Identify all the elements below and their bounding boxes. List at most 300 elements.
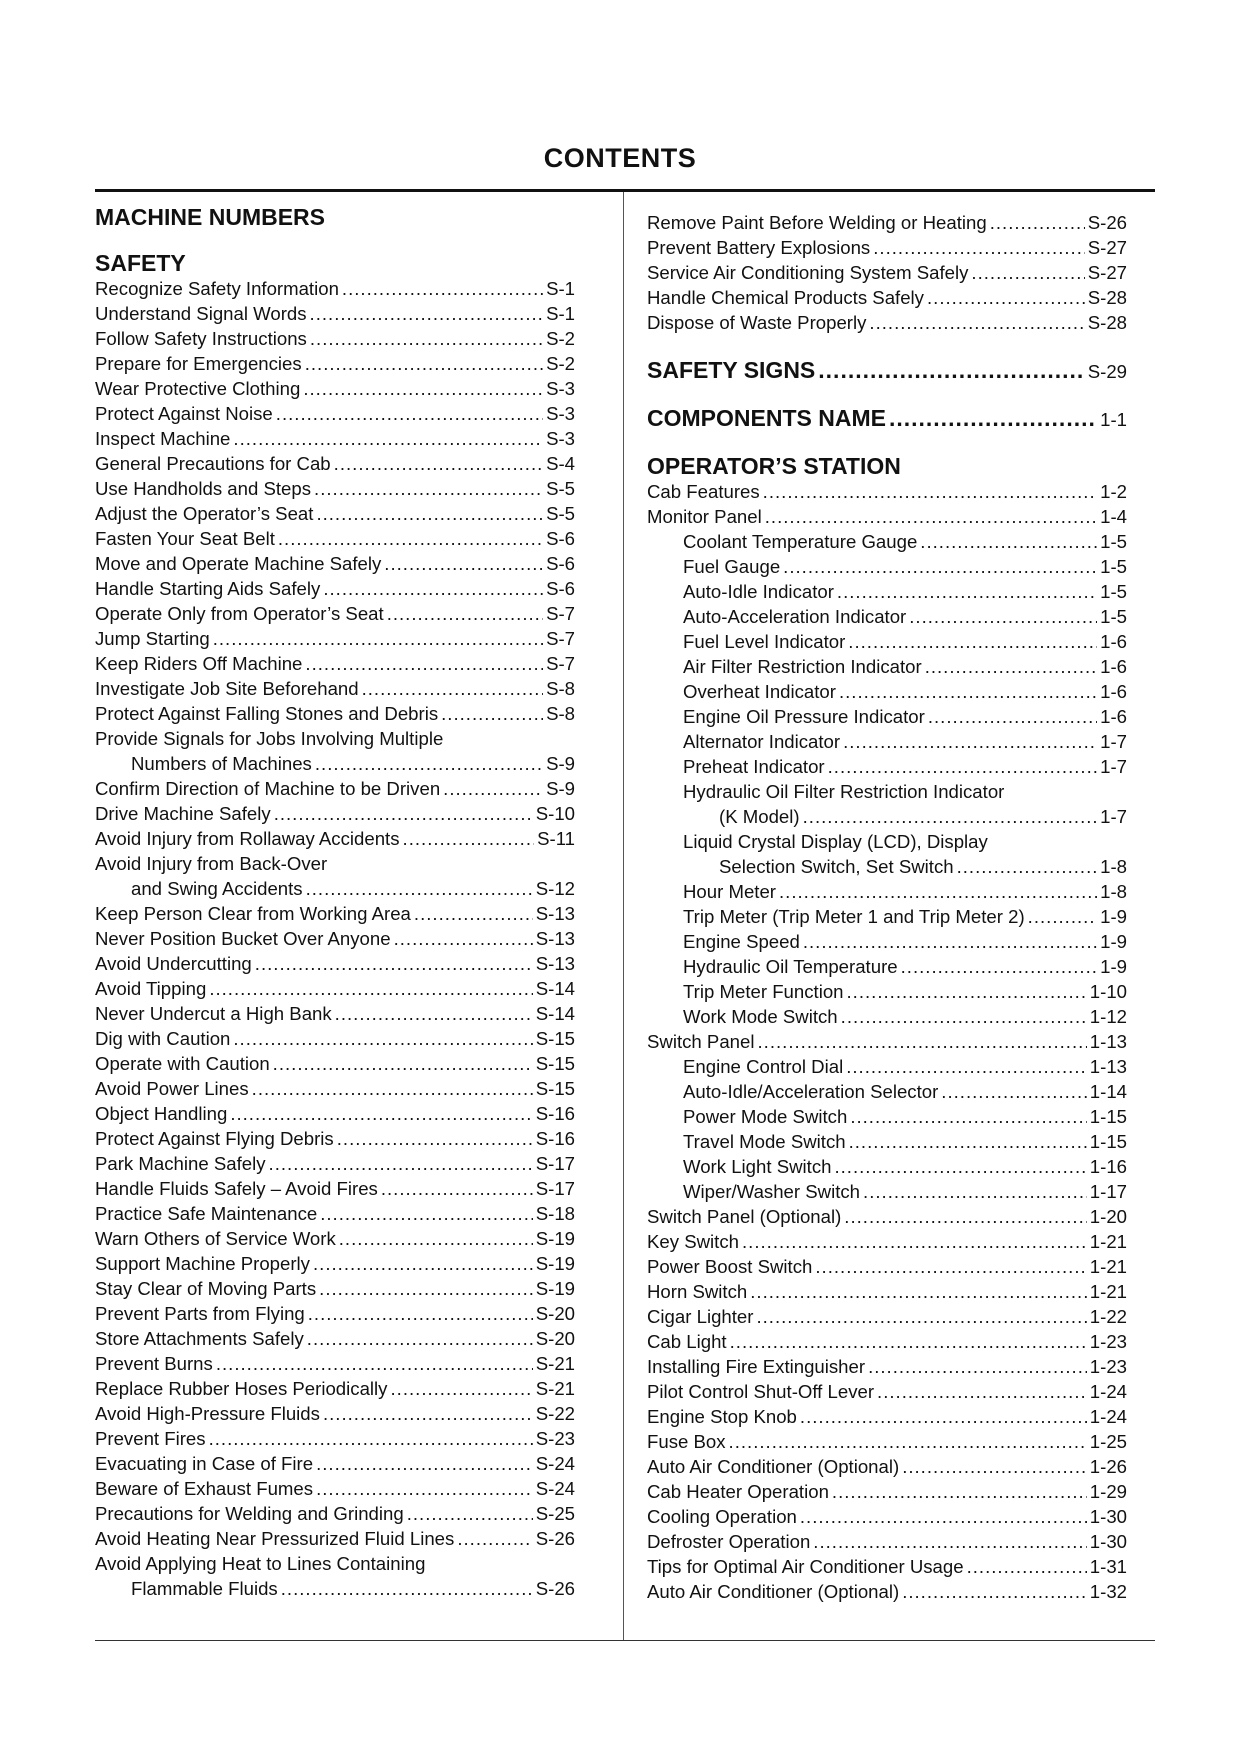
entry-title: Support Machine Properly <box>95 1253 310 1274</box>
entry-page: S-25 <box>535 1503 575 1524</box>
entry-title: Tips for Optimal Air Conditioner Usage <box>647 1556 964 1577</box>
entry-page: S-21 <box>535 1378 575 1399</box>
entry-page: S-15 <box>535 1028 575 1049</box>
entry-title: Object Handling <box>95 1103 228 1124</box>
operators-station-entry-list <box>647 479 1127 1604</box>
toc-entry[interactable] <box>95 601 575 626</box>
entry-page: S-17 <box>535 1153 575 1174</box>
entry-title: Store Attachments Safely <box>95 1328 304 1349</box>
toc-entry[interactable] <box>95 901 575 926</box>
leader-dots <box>832 1479 1087 1504</box>
entry-title: Auto Air Conditioner (Optional) <box>647 1456 900 1477</box>
entry-title: Power Mode Switch <box>683 1106 848 1127</box>
leader-dots <box>316 1476 533 1501</box>
leader-dots <box>834 1154 1086 1179</box>
toc-entry[interactable] <box>95 926 575 951</box>
toc-entry[interactable] <box>647 629 1127 654</box>
entry-page: S-3 <box>546 428 575 449</box>
leader-dots <box>230 1101 532 1126</box>
toc-entry[interactable] <box>647 1429 1127 1454</box>
entry-page: S-21 <box>535 1353 575 1374</box>
section-heading-safety: SAFETY <box>95 250 186 276</box>
entry-page: S-19 <box>535 1253 575 1274</box>
entry-title: Power Boost Switch <box>647 1256 813 1277</box>
toc-entry[interactable] <box>647 210 1127 235</box>
toc-entry[interactable] <box>647 479 1127 504</box>
entry-page: 1-4 <box>1100 506 1127 527</box>
leader-dots <box>335 1001 533 1026</box>
entry-page: S-6 <box>546 553 575 574</box>
toc-entry[interactable] <box>95 1301 575 1326</box>
toc-entry[interactable] <box>647 1029 1127 1054</box>
entry-title: Installing Fire Extinguisher <box>647 1356 866 1377</box>
leader-dots <box>902 1579 1087 1604</box>
leader-dots <box>779 879 1097 904</box>
entry-page: 1-16 <box>1089 1156 1127 1177</box>
entry-title: Park Machine Safely <box>95 1153 266 1174</box>
toc-entry[interactable] <box>647 310 1127 335</box>
toc-entry[interactable] <box>647 554 1127 579</box>
entry-page: S-17 <box>535 1178 575 1199</box>
toc-entry[interactable] <box>95 1201 575 1226</box>
entry-title: Handle Starting Aids Safely <box>95 578 321 599</box>
toc-entry[interactable] <box>95 1426 575 1451</box>
entry-page: S-14 <box>535 978 575 999</box>
toc-entry[interactable] <box>647 529 1127 554</box>
toc-entry[interactable] <box>647 285 1127 310</box>
toc-entry[interactable] <box>647 1229 1127 1254</box>
toc-entry[interactable] <box>95 1526 575 1551</box>
entry-title: Work Light Switch <box>683 1156 832 1177</box>
toc-entry[interactable] <box>95 1001 575 1026</box>
toc-entry[interactable] <box>95 501 575 526</box>
leader-dots <box>863 1179 1087 1204</box>
toc-entry[interactable] <box>647 1454 1127 1479</box>
entry-page: S-22 <box>535 1403 575 1424</box>
toc-entry[interactable] <box>95 776 575 801</box>
toc-entry-line: Liquid Crystal Display (LCD), Display <box>683 831 988 852</box>
entry-page: S-11 <box>537 828 575 849</box>
toc-entry[interactable] <box>647 260 1127 285</box>
toc-entry[interactable] <box>95 1226 575 1251</box>
leader-dots <box>213 626 543 651</box>
entry-title: Remove Paint Before Welding or Heating <box>647 212 987 233</box>
entry-title: Beware of Exhaust Fumes <box>95 1478 314 1499</box>
toc-entry[interactable] <box>647 854 1127 879</box>
entry-title: Operate with Caution <box>95 1053 270 1074</box>
entry-page: 1-26 <box>1089 1456 1127 1477</box>
entry-title: COMPONENTS NAME <box>647 405 886 431</box>
entry-page: S-19 <box>535 1278 575 1299</box>
entry-title: Replace Rubber Hoses Periodically <box>95 1378 388 1399</box>
toc-entry[interactable] <box>95 1076 575 1101</box>
toc-entry[interactable] <box>95 1501 575 1526</box>
leader-dots <box>902 1454 1087 1479</box>
entry-title: Avoid Undercutting <box>95 953 252 974</box>
entry-page: 1-6 <box>1100 681 1127 702</box>
toc-entry[interactable] <box>95 1176 575 1201</box>
entry-page: S-24 <box>535 1478 575 1499</box>
leader-dots <box>815 1254 1086 1279</box>
toc-entry[interactable] <box>647 754 1127 779</box>
leader-dots <box>316 501 543 526</box>
entry-title: Protect Against Falling Stones and Debris <box>95 703 439 724</box>
entry-title: Adjust the Operator’s Seat <box>95 503 314 524</box>
leader-dots <box>868 1354 1087 1379</box>
entry-page: 1-30 <box>1089 1531 1127 1552</box>
toc-entry[interactable] <box>647 1079 1127 1104</box>
entry-title: Move and Operate Machine Safely <box>95 553 382 574</box>
toc-entry[interactable] <box>647 1529 1127 1554</box>
toc-entry[interactable] <box>95 676 575 701</box>
entry-title: Cab Features <box>647 481 760 502</box>
toc-entry[interactable] <box>647 1004 1127 1029</box>
entry-page: S-13 <box>535 928 575 949</box>
entry-title: Switch Panel (Optional) <box>647 1206 842 1227</box>
entry-title: Key Switch <box>647 1231 739 1252</box>
entry-page: S-3 <box>546 403 575 424</box>
toc-entry[interactable] <box>95 1101 575 1126</box>
entry-page: 1-22 <box>1089 1306 1127 1327</box>
entry-title: Protect Against Flying Debris <box>95 1128 334 1149</box>
toc-entry[interactable] <box>647 1104 1127 1129</box>
entry-page: 1-9 <box>1100 956 1127 977</box>
entry-page: S-9 <box>546 753 575 774</box>
toc-entry[interactable] <box>647 1354 1127 1379</box>
entry-page: S-9 <box>546 778 575 799</box>
toc-entry[interactable] <box>647 504 1127 529</box>
leader-dots <box>909 604 1097 629</box>
entry-page: 1-7 <box>1100 806 1127 827</box>
toc-entry[interactable] <box>647 1129 1127 1154</box>
leader-dots <box>281 1576 533 1601</box>
entry-page: S-1 <box>546 303 575 324</box>
entry-title: Trip Meter (Trip Meter 1 and Trip Meter 2) <box>683 906 1025 927</box>
entry-title: Auto-Acceleration Indicator <box>683 606 907 627</box>
leader-dots <box>848 629 1097 654</box>
toc-entry[interactable] <box>647 929 1127 954</box>
toc-entry[interactable] <box>647 1379 1127 1404</box>
toc-entry-line: Avoid Applying Heat to Lines Containing <box>95 1553 426 1574</box>
entry-page: 1-13 <box>1089 1031 1127 1052</box>
entry-title: Precautions for Welding and Grinding <box>95 1503 404 1524</box>
entry-page: 1-23 <box>1089 1356 1127 1377</box>
entry-title: Engine Control Dial <box>683 1056 844 1077</box>
entry-page: S-27 <box>1087 237 1127 258</box>
toc-entry[interactable] <box>95 1251 575 1276</box>
leader-dots <box>843 729 1097 754</box>
leader-dots <box>889 405 1097 431</box>
toc-entry[interactable] <box>95 1576 575 1601</box>
entry-page: S-15 <box>535 1078 575 1099</box>
entry-page: 1-25 <box>1089 1431 1127 1452</box>
leader-dots <box>803 804 1098 829</box>
toc-entry[interactable] <box>647 679 1127 704</box>
entry-page: S-5 <box>546 503 575 524</box>
entry-page: 1-6 <box>1100 706 1127 727</box>
entry-page: S-27 <box>1087 262 1127 283</box>
leader-dots <box>837 579 1097 604</box>
entry-title: Avoid Power Lines <box>95 1078 249 1099</box>
toc-entry[interactable] <box>95 1151 575 1176</box>
toc-entry-line: Avoid Injury from Back-Over <box>95 853 328 874</box>
entry-title: Fuel Gauge <box>683 556 781 577</box>
leader-dots <box>990 210 1085 235</box>
entry-page: S-28 <box>1087 312 1127 333</box>
toc-entry[interactable] <box>647 1479 1127 1504</box>
toc-entry[interactable] <box>95 651 575 676</box>
toc-entry[interactable] <box>95 1276 575 1301</box>
toc-entry[interactable] <box>95 1126 575 1151</box>
entry-page: S-20 <box>535 1328 575 1349</box>
entry-page: 1-31 <box>1089 1556 1127 1577</box>
toc-entry[interactable] <box>647 654 1127 679</box>
entry-title: Service Air Conditioning System Safely <box>647 262 969 283</box>
leader-dots <box>252 1076 533 1101</box>
entry-title: Never Position Bucket Over Anyone <box>95 928 391 949</box>
entry-title: Avoid Injury from Rollaway Accidents <box>95 828 400 849</box>
leader-dots <box>828 754 1098 779</box>
leader-dots <box>273 1051 533 1076</box>
toc-entry[interactable] <box>95 451 575 476</box>
entry-title: Auto-Idle/Acceleration Selector <box>683 1081 939 1102</box>
entry-page: S-24 <box>535 1453 575 1474</box>
toc-entry[interactable] <box>95 351 575 376</box>
leader-dots <box>313 1251 533 1276</box>
toc-entry[interactable] <box>95 1476 575 1501</box>
toc-entry[interactable] <box>95 526 575 551</box>
toc-entry[interactable] <box>95 1401 575 1426</box>
leader-dots <box>730 1329 1087 1354</box>
toc-entry[interactable] <box>95 976 575 1001</box>
entry-page: 1-15 <box>1089 1131 1127 1152</box>
entry-page: S-20 <box>535 1303 575 1324</box>
toc-entry[interactable] <box>95 476 575 501</box>
entry-title: Follow Safety Instructions <box>95 328 307 349</box>
toc-entry[interactable] <box>95 626 575 651</box>
leader-dots <box>441 701 543 726</box>
toc-entry[interactable] <box>95 326 575 351</box>
toc-entry[interactable] <box>647 579 1127 604</box>
entry-page: S-14 <box>535 1003 575 1024</box>
toc-entry[interactable] <box>647 1554 1127 1579</box>
toc-entry[interactable] <box>647 1404 1127 1429</box>
section-heading-operators-station: OPERATOR’S STATION <box>647 453 901 479</box>
leader-dots <box>381 1176 533 1201</box>
entry-page: 1-29 <box>1089 1481 1127 1502</box>
entry-page: 1-12 <box>1089 1006 1127 1027</box>
leader-dots <box>334 451 543 476</box>
leader-dots <box>362 676 543 701</box>
leader-dots <box>315 751 543 776</box>
toc-entry[interactable] <box>647 1254 1127 1279</box>
entry-page: 1-24 <box>1089 1381 1127 1402</box>
toc-entry[interactable] <box>647 1154 1127 1179</box>
entry-page: 1-21 <box>1089 1281 1127 1302</box>
toc-entry[interactable] <box>95 1351 575 1376</box>
entry-title: Dig with Caution <box>95 1028 231 1049</box>
toc-entry[interactable] <box>95 426 575 451</box>
entry-title: Coolant Temperature Gauge <box>683 531 918 552</box>
leader-dots <box>901 954 1098 979</box>
toc-entry[interactable] <box>647 604 1127 629</box>
toc-entry[interactable] <box>647 954 1127 979</box>
toc-entry[interactable] <box>95 376 575 401</box>
entry-title: Inspect Machine <box>95 428 231 449</box>
leader-dots <box>403 826 535 851</box>
leader-dots <box>339 1226 533 1251</box>
toc-entry[interactable] <box>95 751 575 776</box>
safety-continued-entry-list <box>647 210 1127 335</box>
toc-entry-components-name[interactable] <box>647 405 1127 431</box>
leader-dots <box>756 1304 1086 1329</box>
entry-title: Prevent Parts from Flying <box>95 1303 305 1324</box>
toc-entry[interactable] <box>647 1329 1127 1354</box>
entry-title: Avoid Heating Near Pressurized Fluid Lines <box>95 1528 455 1549</box>
entry-title: Hour Meter <box>683 881 776 902</box>
entry-title: Dispose of Waste Properly <box>647 312 867 333</box>
leader-dots <box>384 551 543 576</box>
entry-title: Stay Clear of Moving Parts <box>95 1278 317 1299</box>
leader-dots <box>925 654 1097 679</box>
toc-entry[interactable] <box>647 1204 1127 1229</box>
toc-entry[interactable] <box>95 1051 575 1076</box>
entry-title: and Swing Accidents <box>131 878 303 899</box>
leader-dots <box>274 801 533 826</box>
leader-dots <box>877 1379 1087 1404</box>
toc-entry[interactable] <box>95 551 575 576</box>
entry-title: Keep Riders Off Machine <box>95 653 303 674</box>
entry-title: Prevent Fires <box>95 1428 206 1449</box>
entry-page: S-26 <box>535 1578 575 1599</box>
toc-entry[interactable] <box>647 804 1127 829</box>
leader-dots <box>323 1401 533 1426</box>
toc-entry[interactable] <box>95 951 575 976</box>
toc-entry[interactable] <box>647 904 1127 929</box>
entry-title: Defroster Operation <box>647 1531 811 1552</box>
toc-entry[interactable] <box>95 876 575 901</box>
leader-dots <box>276 401 543 426</box>
toc-entry[interactable] <box>647 1179 1127 1204</box>
leader-dots <box>920 529 1097 554</box>
toc-entry[interactable] <box>95 1376 575 1401</box>
leader-dots <box>316 1451 533 1476</box>
toc-entry[interactable] <box>95 701 575 726</box>
leader-dots <box>308 1301 533 1326</box>
toc-entry[interactable] <box>95 301 575 326</box>
entry-title: (K Model) <box>719 806 800 827</box>
entry-title: Trip Meter Function <box>683 981 844 1002</box>
entry-title: Switch Panel <box>647 1031 755 1052</box>
leader-dots <box>813 1529 1086 1554</box>
leader-dots <box>800 1504 1087 1529</box>
left-column <box>95 204 575 1601</box>
entry-title: Recognize Safety Information <box>95 278 339 299</box>
entry-page: S-2 <box>546 353 575 374</box>
toc-entry[interactable] <box>647 729 1127 754</box>
toc-entry[interactable] <box>647 979 1127 1004</box>
toc-entry-safety-signs[interactable] <box>647 357 1127 383</box>
toc-entry[interactable] <box>95 576 575 601</box>
leader-dots <box>765 504 1097 529</box>
toc-entry[interactable] <box>647 235 1127 260</box>
leader-dots <box>971 260 1084 285</box>
entry-title: Understand Signal Words <box>95 303 307 324</box>
entry-title: Practice Safe Maintenance <box>95 1203 318 1224</box>
toc-entry[interactable] <box>647 1504 1127 1529</box>
leader-dots <box>839 679 1097 704</box>
entry-page: 1-2 <box>1100 481 1127 502</box>
leader-dots <box>314 476 543 501</box>
entry-page: 1-6 <box>1100 631 1127 652</box>
toc-entry[interactable] <box>647 1579 1127 1604</box>
toc-entry[interactable] <box>647 1054 1127 1079</box>
entry-title: Never Undercut a High Bank <box>95 1003 332 1024</box>
leader-dots <box>310 301 544 326</box>
leader-dots <box>1028 904 1097 929</box>
leader-dots <box>763 479 1097 504</box>
toc-entry[interactable] <box>95 276 575 301</box>
entry-title: Engine Speed <box>683 931 800 952</box>
toc-entry[interactable] <box>95 1451 575 1476</box>
entry-title: Horn Switch <box>647 1281 748 1302</box>
entry-title: Monitor Panel <box>647 506 762 527</box>
entry-page: 1-5 <box>1100 556 1127 577</box>
entry-page: S-28 <box>1087 287 1127 308</box>
toc-entry[interactable] <box>95 801 575 826</box>
leader-dots <box>233 426 543 451</box>
toc-entry[interactable] <box>95 1026 575 1051</box>
entry-title: Work Mode Switch <box>683 1006 838 1027</box>
entry-page: 1-5 <box>1100 606 1127 627</box>
entry-title: Cigar Lighter <box>647 1306 754 1327</box>
toc-entry[interactable] <box>647 1279 1127 1304</box>
toc-entry[interactable] <box>95 826 575 851</box>
toc-entry[interactable] <box>95 1326 575 1351</box>
entry-page: S-4 <box>546 453 575 474</box>
leader-dots <box>414 901 533 926</box>
section-heading-machine-numbers: MACHINE NUMBERS <box>95 204 325 230</box>
leader-dots <box>303 376 543 401</box>
leader-dots <box>742 1229 1087 1254</box>
entry-page: S-13 <box>535 903 575 924</box>
entry-page: 1-32 <box>1089 1581 1127 1602</box>
entry-title: Overheat Indicator <box>683 681 836 702</box>
leader-dots <box>758 1029 1087 1054</box>
entry-page: 1-21 <box>1089 1231 1127 1252</box>
entry-title: Numbers of Machines <box>131 753 312 774</box>
leader-dots <box>783 554 1097 579</box>
entry-page: S-29 <box>1087 361 1127 382</box>
entry-title: Wiper/Washer Switch <box>683 1181 861 1202</box>
leader-dots <box>800 1404 1087 1429</box>
entry-page: S-18 <box>535 1203 575 1224</box>
toc-entry[interactable] <box>647 1304 1127 1329</box>
toc-entry[interactable] <box>95 401 575 426</box>
leader-dots <box>443 776 543 801</box>
entry-page: S-23 <box>535 1428 575 1449</box>
entry-title: Avoid High-Pressure Fluids <box>95 1403 320 1424</box>
entry-page: 1-6 <box>1100 656 1127 677</box>
entry-page: S-8 <box>546 703 575 724</box>
footer-rule <box>95 1640 1155 1641</box>
entry-title: Selection Switch, Set Switch <box>719 856 954 877</box>
toc-entry[interactable] <box>647 879 1127 904</box>
entry-title: Drive Machine Safely <box>95 803 271 824</box>
entry-title: Cab Heater Operation <box>647 1481 829 1502</box>
leader-dots <box>209 976 532 1001</box>
toc-entry[interactable] <box>647 704 1127 729</box>
